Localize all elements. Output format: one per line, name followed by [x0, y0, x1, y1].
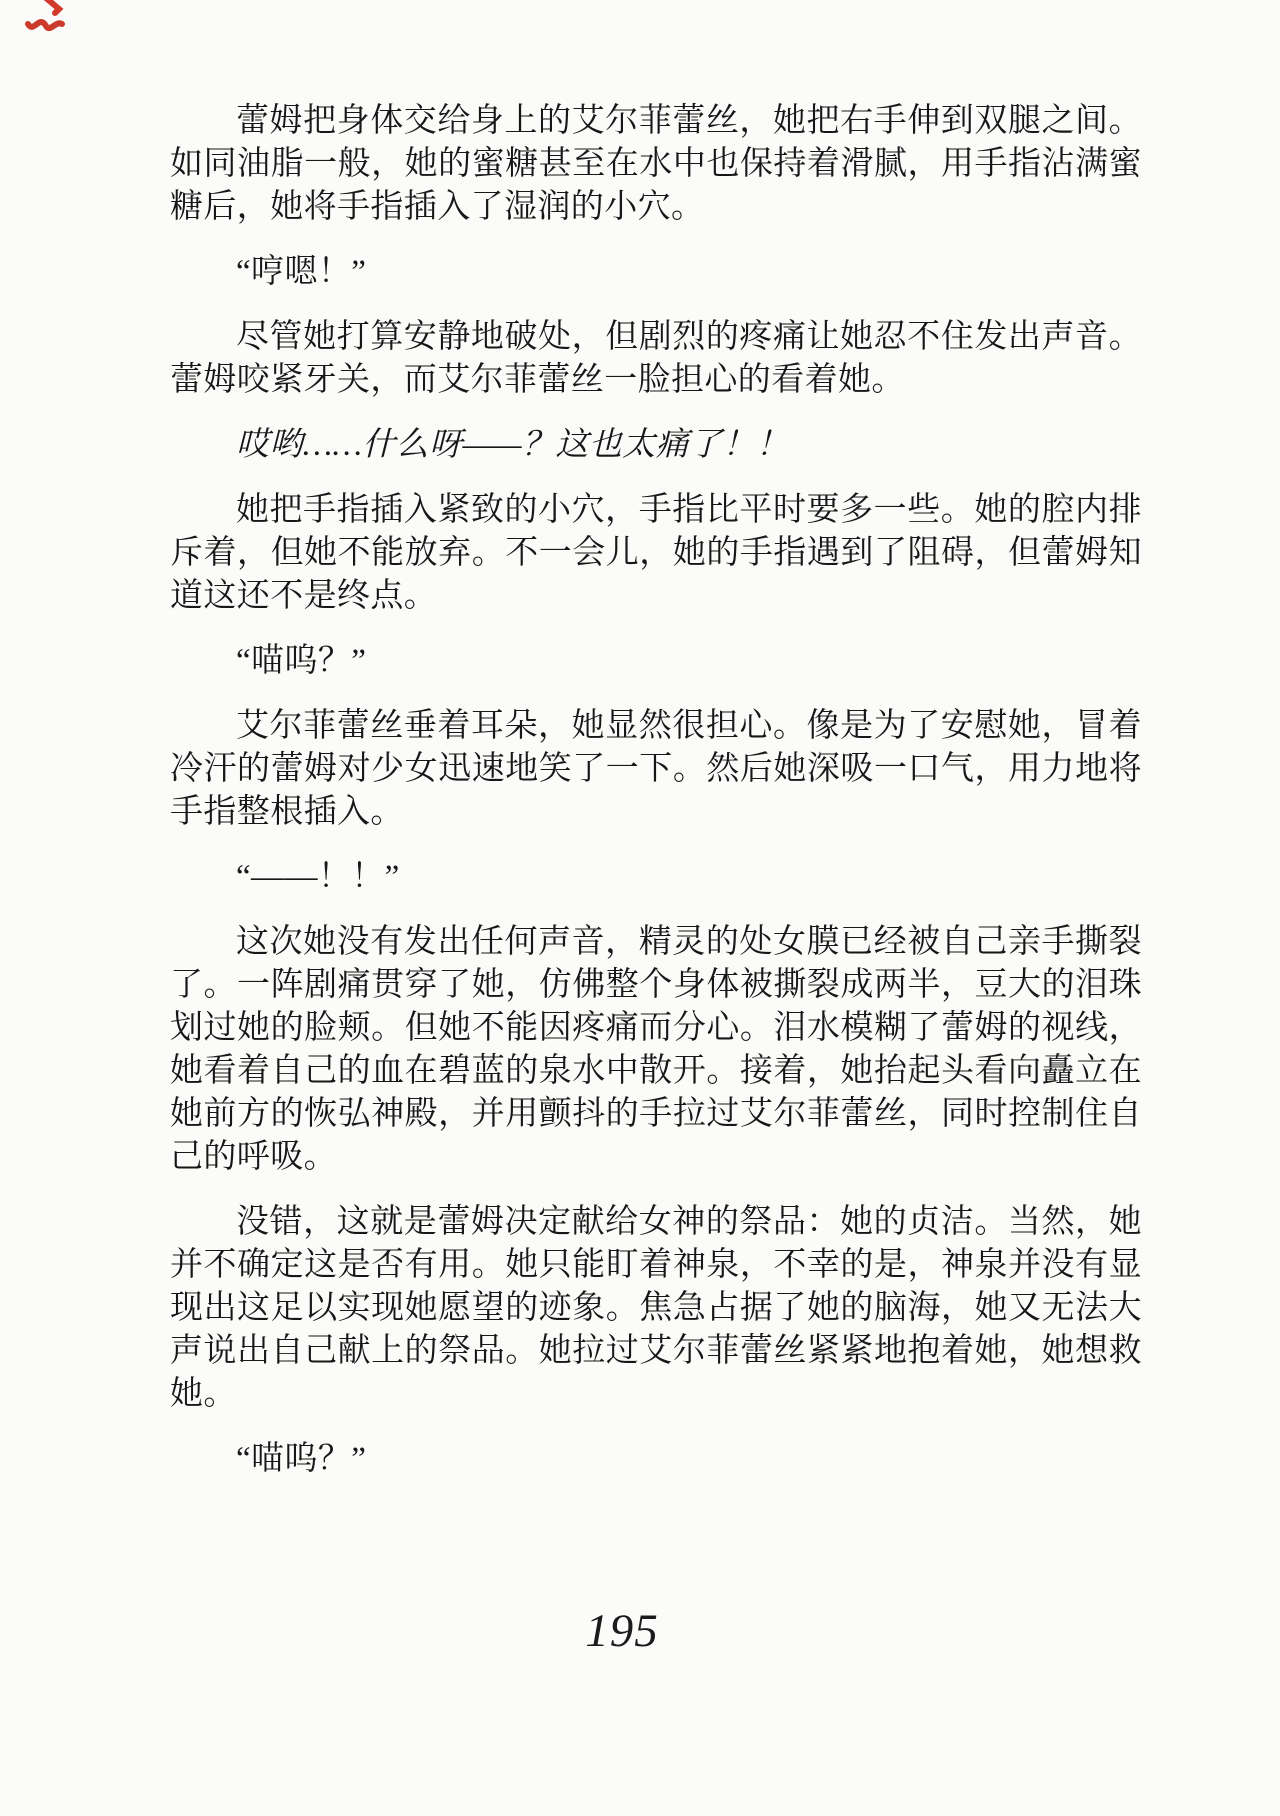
inner-thought-line: 哎哟……什么呀——？这也太痛了！！ [236, 427, 790, 463]
page-number: 195 [585, 1605, 659, 1657]
dialogue-line: “——！！” [236, 859, 400, 895]
dialogue-line: “喵呜？” [236, 1441, 367, 1477]
paragraph-narration: 艾尔菲蕾丝垂着耳朵，她显然很担心。像是为了安慰她，冒着冷汗的蕾姆对少女迅速地笑了一下。然后她深吸一口气，用力地将手指整根插入。 [170, 708, 1142, 830]
red-ink-scribble-icon [22, 0, 74, 44]
paragraph-narration: 她把手指插入紧致的小穴，手指比平时要多一些。她的腔内排斥着，但她不能放弃。不一会儿，她的手指遇到了阻碍，但蕾姆知道这还不是终点。 [170, 492, 1142, 614]
paragraph-narration: 没错，这就是蕾姆决定献给女神的祭品：她的贞洁。当然，她并不确定这是否有用。她只能盯着神泉，不幸的是，神泉并没有显现出这足以实现她愿望的迹象。焦急占据了她的脑海，她又无法大声说出自己献上的祭品。她拉过艾尔菲蕾丝紧紧地抱着她，她想救她。 [170, 1204, 1142, 1412]
paragraph-narration: 尽管她打算安静地破处，但剧烈的疼痛让她忍不住发出声音。蕾姆咬紧牙关，而艾尔菲蕾丝一脸担心的看着她。 [170, 319, 1142, 398]
paragraph-narration: 蕾姆把身体交给身上的艾尔菲蕾丝，她把右手伸到双腿之间。如同油脂一般，她的蜜糖甚至在水中也保持着滑腻，用手指沾满蜜糖后，她将手指插入了湿润的小穴。 [170, 103, 1142, 225]
dialogue-line: “哼嗯！” [236, 254, 367, 290]
paragraph-narration: 这次她没有发出任何声音，精灵的处女膜已经被自己亲手撕裂了。一阵剧痛贯穿了她，仿佛整个身体被撕裂成两半，豆大的泪珠划过她的脸颊。但她不能因疼痛而分心。泪水模糊了蕾姆的视线，她看着自己的血在碧蓝的泉水中散开。接着，她抬起头看向矗立在她前方的恢弘神殿，并用颤抖的手拉过艾尔菲蕾丝，同时控制住自己的呼吸。 [170, 924, 1142, 1175]
body-text [170, 100, 1142, 1503]
dialogue-line: “喵呜？” [236, 643, 367, 679]
